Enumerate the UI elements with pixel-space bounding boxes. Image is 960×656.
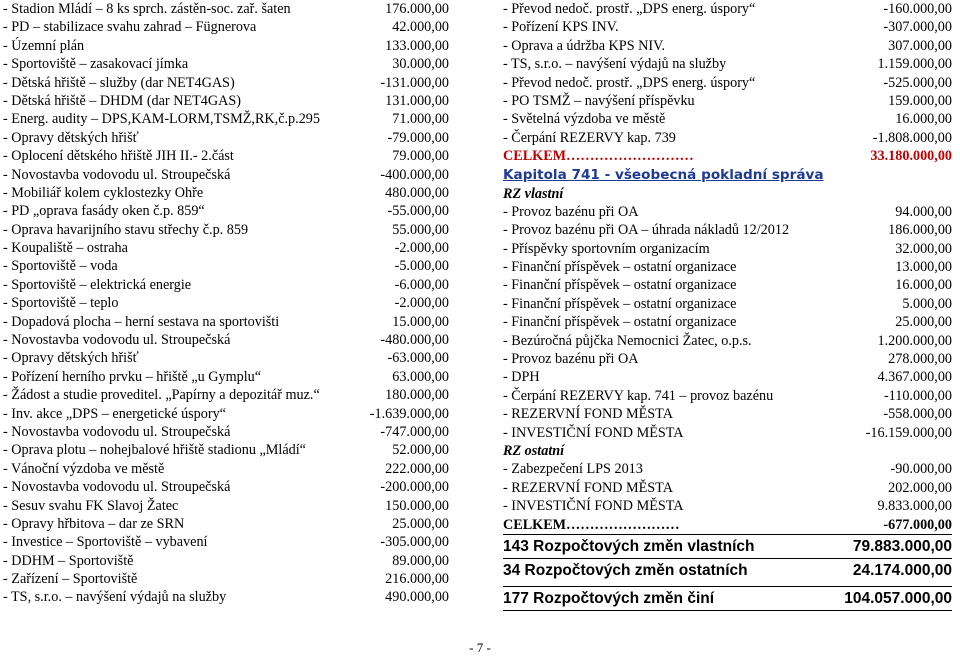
budget-item-amount: 13.000,00 [895,259,952,276]
budget-row [503,387,952,405]
summary-label: 34 Rozpočtových změn ostatních [503,561,748,579]
budget-row [3,257,449,275]
budget-item-amount: 15.000,00 [392,313,449,330]
budget-row [3,147,449,165]
budget-row [3,386,449,404]
budget-row [503,74,952,92]
budget-item-amount: 42.000,00 [392,19,449,36]
budget-item-amount: -16.159.000,00 [865,424,952,441]
budget-row [3,166,449,184]
budget-item-amount: 480.000,00 [385,184,449,201]
budget-row [503,479,952,497]
budget-item-amount: 71.000,00 [392,111,449,128]
budget-item-amount: 5.000,00 [902,295,952,312]
budget-item-amount: 52.000,00 [392,442,449,459]
budget-row [3,110,449,128]
budget-row [3,129,449,147]
budget-item-amount: 25.000,00 [392,515,449,532]
budget-item-amount: 1.200.000,00 [877,332,952,349]
budget-item-label: - Vánoční výzdoba ve městě [3,460,165,477]
budget-row [3,552,449,570]
budget-item-label: - Finanční příspěvek – ostatní organizace [503,277,737,294]
celkem-amount: -677.000,00 [883,516,952,533]
budget-item-label: - Zařízení – Sportoviště [3,571,138,588]
budget-row [3,276,449,294]
budget-item-amount: 4.367.000,00 [877,369,952,386]
budget-item-label: - Oprava plotu – nohejbalové hřiště stadionu „Mládí“ [3,442,306,459]
budget-item-amount: -1.808.000,00 [872,129,952,146]
budget-item-amount: 94.000,00 [895,203,952,220]
budget-item-amount: -63.000,00 [387,350,449,367]
budget-item-amount: -305.000,00 [380,534,449,551]
budget-item-label: - Provoz bazénu při OA [503,203,639,220]
budget-item-label: - Příspěvky sportovním organizacím [503,240,710,257]
celkem-row-1 [503,147,952,165]
budget-item-amount: -110.000,00 [883,387,952,404]
budget-row [3,0,449,18]
celkem-label: CELKEM…………………… [503,516,680,533]
budget-row [3,533,449,551]
budget-item-label: - Opravy dětských hřišť [3,129,139,146]
budget-item-label: - Čerpání REZERVY kap. 739 [503,129,676,146]
budget-item-amount: 180.000,00 [385,387,449,404]
budget-row [503,332,952,350]
budget-item-amount: -79.000,00 [387,129,449,146]
budget-row [3,460,449,478]
budget-item-label: - Sportoviště – zasakovací jímka [3,56,189,73]
budget-item-label: - Světelná výzdoba ve městě [503,111,666,128]
budget-item-label: - Oplocení dětského hřiště JIH II.- 2.část [3,148,234,165]
budget-item-amount: 222.000,00 [385,460,449,477]
budget-item-amount: -480.000,00 [380,332,449,349]
budget-row [503,295,952,313]
budget-row [3,92,449,110]
budget-item-label: - Investice – Sportoviště – vybavení [3,534,208,551]
summary-row-vlastni [503,534,952,558]
budget-item-amount: -5.000,00 [394,258,449,275]
budget-item-amount: 79.000,00 [392,148,449,165]
budget-row [3,441,449,459]
budget-item-label: - Zabezpečení LPS 2013 [503,461,643,478]
celkem-amount: 33.180.000,00 [870,148,952,165]
budget-row [3,74,449,92]
budget-item-amount: 176.000,00 [385,0,449,17]
budget-row [3,313,449,331]
budget-item-amount: 159.000,00 [888,92,952,109]
budget-row [3,55,449,73]
budget-row [3,368,449,386]
budget-item-amount: 150.000,00 [385,497,449,514]
budget-item-label: - Finanční příspěvek – ostatní organizace [503,295,737,312]
section-rz-vlastni: RZ vlastní [503,185,564,202]
budget-item-label: - Žádost a studie proveditel. „Papírny a depozitář muz.“ [3,387,320,404]
budget-row [3,405,449,423]
budget-item-label: - DPH [503,369,540,386]
budget-item-label: - Pořízení herního prvku – hřiště „u Gymplu“ [3,368,262,385]
budget-item-amount: 25.000,00 [895,314,952,331]
budget-row [503,37,952,55]
budget-item-label: - REZERVNÍ FOND MĚSTA [503,479,673,496]
budget-item-amount: 307.000,00 [888,37,952,54]
budget-row [3,515,449,533]
budget-item-amount: 186.000,00 [888,222,952,239]
budget-item-label: - Koupaliště – ostraha [3,240,128,257]
budget-row [503,368,952,386]
budget-item-amount: 16.000,00 [895,277,952,294]
budget-row [3,570,449,588]
page-number: - 7 - [469,640,491,655]
budget-row [3,184,449,202]
budget-item-label: - Dětská hřiště – služby (dar NET4GAS) [3,74,235,91]
budget-row [503,405,952,423]
budget-row [503,258,952,276]
budget-item-amount: -90.000,00 [890,461,952,478]
budget-item-amount: -400.000,00 [380,166,449,183]
budget-row [3,37,449,55]
budget-item-amount: 16.000,00 [895,111,952,128]
summary-label: 177 Rozpočtových změn činí [503,589,715,607]
budget-item-label: - Pořízení KPS INV. [503,19,619,36]
budget-item-label: - Energ. audity – DPS,KAM-LORM,TSMŽ,RK,č.p.295 [3,111,320,128]
budget-item-label: - TS, s.r.o. – navýšení výdajů na služby [3,589,227,606]
budget-item-label: - Čerpání REZERVY kap. 741 – provoz bazénu [503,387,774,404]
budget-item-label: - Finanční příspěvek – ostatní organizace [503,259,737,276]
budget-row [503,240,952,258]
budget-row [503,129,952,147]
budget-item-label: - Novostavba vodovodu ul. Stroupečská [3,479,231,496]
budget-item-label: - Opravy dětských hřišť [3,350,139,367]
budget-item-label: - Sportoviště – elektrická energie [3,276,192,293]
chapter-title: Kapitola 741 - všeobecná pokladní správa [503,166,824,183]
budget-item-label: - Novostavba vodovodu ul. Stroupečská [3,332,231,349]
budget-row [503,221,952,239]
budget-row [3,331,449,349]
budget-item-amount: -558.000,00 [883,406,952,423]
budget-row [503,460,952,478]
budget-row [503,110,952,128]
summary-amount: 104.057.000,00 [844,589,952,607]
budget-item-label: - Inv. akce „DPS – energetické úspory“ [3,405,226,422]
budget-item-amount: 278.000,00 [888,351,952,368]
budget-row [503,18,952,36]
budget-row [3,221,449,239]
budget-row [503,276,952,294]
budget-item-label: - Bezúročná půjčka Nemocnici Žatec, o.p.s. [503,332,752,349]
budget-item-label: - Převod nedoč. prostř. „DPS energ. úspory“ [503,74,756,91]
budget-row [3,202,449,220]
budget-item-amount: -747.000,00 [380,423,449,440]
budget-item-label: - Sportoviště – teplo [3,295,119,312]
budget-item-amount: 63.000,00 [392,368,449,385]
budget-row [3,497,449,515]
budget-item-label: - Mobiliář kolem cyklostezky Ohře [3,184,204,201]
budget-row [3,423,449,441]
budget-item-label: - Finanční příspěvek – ostatní organizace [503,314,737,331]
budget-item-amount: 55.000,00 [392,221,449,238]
budget-item-amount: -160.000,00 [883,0,952,17]
celkem-row-2 [503,516,952,534]
budget-row [503,350,952,368]
budget-item-label: - PD – stabilizace svahu zahrad – Fügnerova [3,19,257,36]
budget-item-label: - INVESTIČNÍ FOND MĚSTA [503,424,684,441]
budget-item-label: - Dopadová plocha – herní sestava na sportovišti [3,313,280,330]
budget-row [503,55,952,73]
budget-item-label: - Územní plán [3,37,85,54]
budget-item-amount: -131.000,00 [380,74,449,91]
budget-item-label: - Oprava havarijního stavu střechy č.p. 859 [3,221,249,238]
budget-item-label: - Novostavba vodovodu ul. Stroupečská [3,166,231,183]
budget-item-amount: 1.159.000,00 [877,56,952,73]
budget-item-label: - Provoz bazénu při OA [503,351,639,368]
budget-item-label: - Stadion Mládí – 8 ks sprch. zástěn-soc. zař. šaten [3,0,291,17]
budget-row [503,313,952,331]
budget-item-amount: 32.000,00 [895,240,952,257]
budget-item-amount: -307.000,00 [883,19,952,36]
budget-row [503,0,952,18]
budget-row [3,478,449,496]
summary-amount: 79.883.000,00 [852,537,952,555]
budget-item-label: - PD „oprava fasády oken č.p. 859“ [3,203,205,220]
summary-row-total [503,586,952,611]
budget-item-amount: 133.000,00 [385,37,449,54]
budget-row [503,92,952,110]
budget-item-label: - Oprava a údržba KPS NIV. [503,37,666,54]
budget-item-amount: -55.000,00 [387,203,449,220]
budget-item-amount: 89.000,00 [392,552,449,569]
celkem-label: CELKEM……………………… [503,148,694,165]
budget-item-label: - Sesuv svahu FK Slavoj Žatec [3,497,179,514]
budget-row [3,18,449,36]
budget-row [503,203,952,221]
budget-item-label: - PO TSMŽ – navýšení příspěvku [503,92,695,109]
section-rz-ostatni: RZ ostatní [503,442,565,459]
budget-row [503,497,952,515]
budget-item-amount: 9.833.000,00 [877,498,952,515]
budget-item-amount: -525.000,00 [883,74,952,91]
budget-row [3,349,449,367]
budget-item-amount: -1.639.000,00 [369,405,449,422]
budget-item-label: - Provoz bazénu při OA – úhrada nákladů 12/2012 [503,222,790,239]
budget-item-amount: 131.000,00 [385,92,449,109]
budget-row [3,294,449,312]
budget-item-label: - REZERVNÍ FOND MĚSTA [503,406,673,423]
budget-row [3,239,449,257]
summary-label: 143 Rozpočtových změn vlastních [503,537,755,555]
budget-item-amount: 216.000,00 [385,571,449,588]
budget-item-label: - INVESTIČNÍ FOND MĚSTA [503,498,684,515]
budget-item-amount: -2.000,00 [394,295,449,312]
budget-row [503,424,952,442]
budget-item-amount: 202.000,00 [888,479,952,496]
budget-item-label: - Opravy hřbitova – dar ze SRN [3,515,185,532]
budget-item-label: - Převod nedoč. prostř. „DPS energ. úspory“ [503,0,756,17]
summary-amount: 24.174.000,00 [852,561,952,579]
budget-item-label: - Dětská hřiště – DHDM (dar NET4GAS) [3,92,241,109]
budget-item-label: - DDHM – Sportoviště [3,552,134,569]
summary-row-ostatni [503,558,952,582]
right-column [503,0,952,611]
budget-item-label: - TS, s.r.o. – navýšení výdajů na služby [503,56,727,73]
budget-item-amount: -200.000,00 [380,479,449,496]
left-column [3,0,449,607]
budget-item-amount: -6.000,00 [394,276,449,293]
budget-item-amount: -2.000,00 [394,240,449,257]
budget-item-label: - Sportoviště – voda [3,258,118,275]
budget-item-amount: 30.000,00 [392,56,449,73]
budget-item-amount: 490.000,00 [385,589,449,606]
budget-item-label: - Novostavba vodovodu ul. Stroupečská [3,423,231,440]
budget-row [3,589,449,607]
